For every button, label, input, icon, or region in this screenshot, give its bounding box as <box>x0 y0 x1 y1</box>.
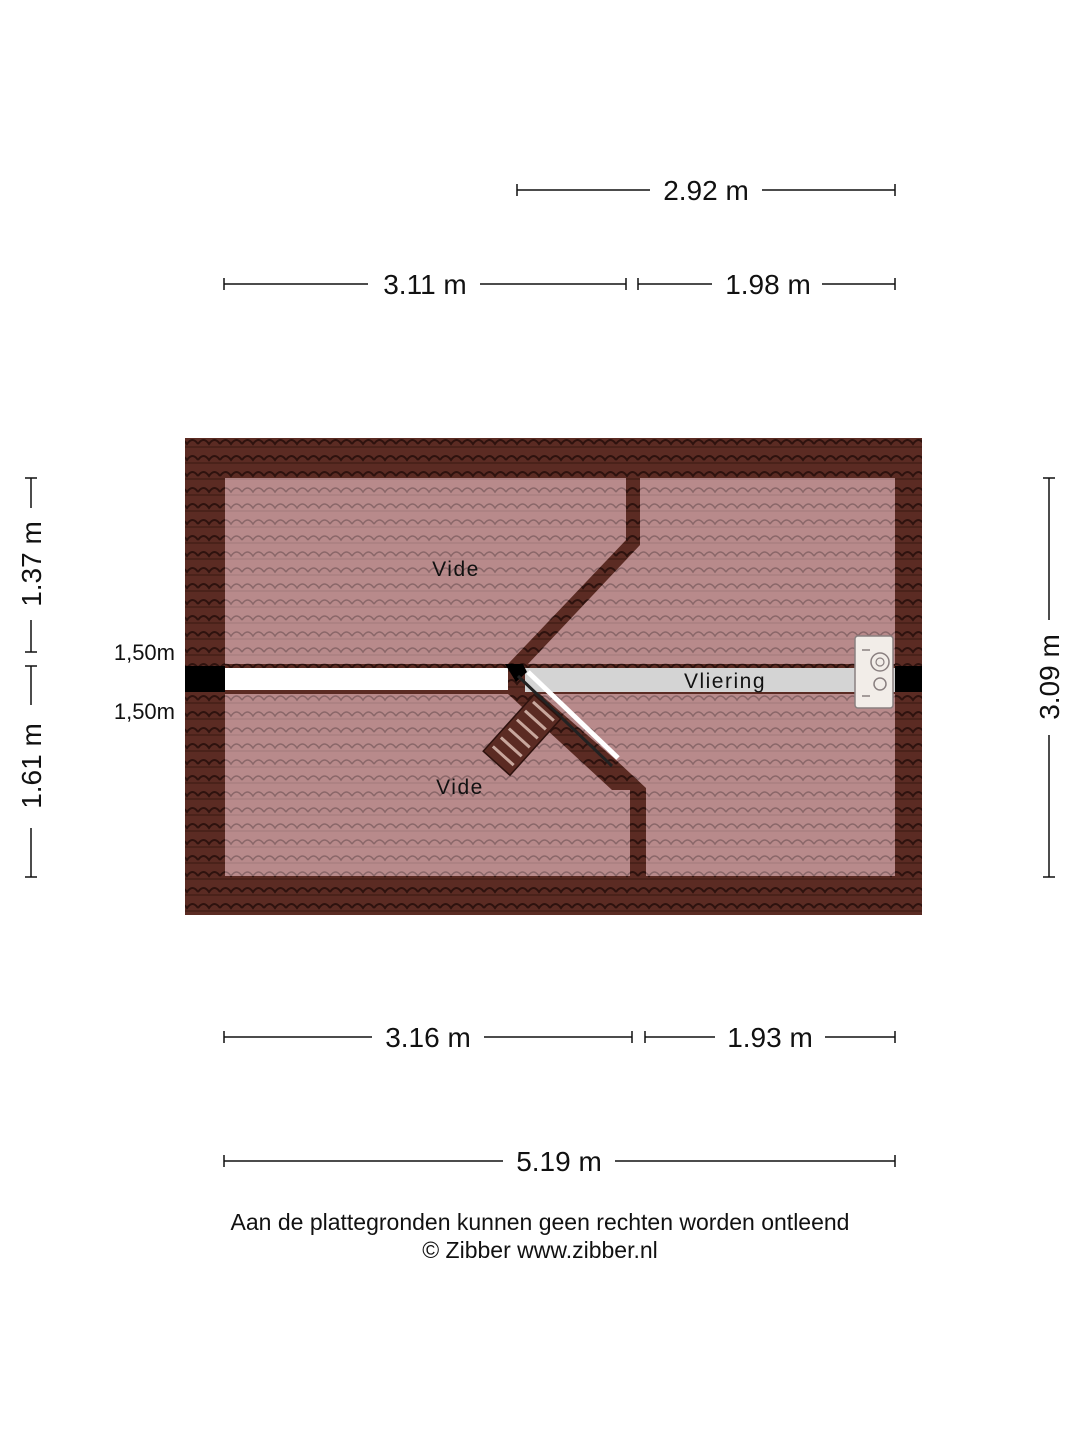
room-label-vide-bottom: Vide <box>436 776 484 799</box>
wall-left-end <box>185 666 225 692</box>
dimension-label-bottom-overall: 5.19 m <box>516 1146 602 1177</box>
dimension-label-right-overall: 3.09 m <box>1034 634 1065 720</box>
room-label-vliering: Vliering <box>683 670 767 693</box>
ridge-corridor <box>225 668 508 690</box>
dimension-label-bottom-left: 3.16 m <box>385 1022 471 1053</box>
height-label-lower: 1,50m <box>113 699 175 724</box>
wall-right-end <box>895 666 922 692</box>
dimension-label-left-bottom: 1.61 m <box>16 723 47 809</box>
boiler-icon <box>855 636 893 708</box>
dimension-label-top-right: 1.98 m <box>725 269 811 300</box>
footer-copyright: © Zibber www.zibber.nl <box>422 1237 658 1263</box>
footer-disclaimer: Aan de plattegronden kunnen geen rechten worden ontleend <box>230 1209 850 1235</box>
dimension-label-bottom-right: 1.93 m <box>727 1022 813 1053</box>
room-label-vide-top: Vide <box>432 558 480 581</box>
dimension-label-left-top: 1.37 m <box>16 521 47 607</box>
dimension-label-top-left: 3.11 m <box>383 269 467 300</box>
height-label-upper: 1,50m <box>113 640 175 665</box>
dimension-label-top-overall-right: 2.92 m <box>663 175 749 206</box>
